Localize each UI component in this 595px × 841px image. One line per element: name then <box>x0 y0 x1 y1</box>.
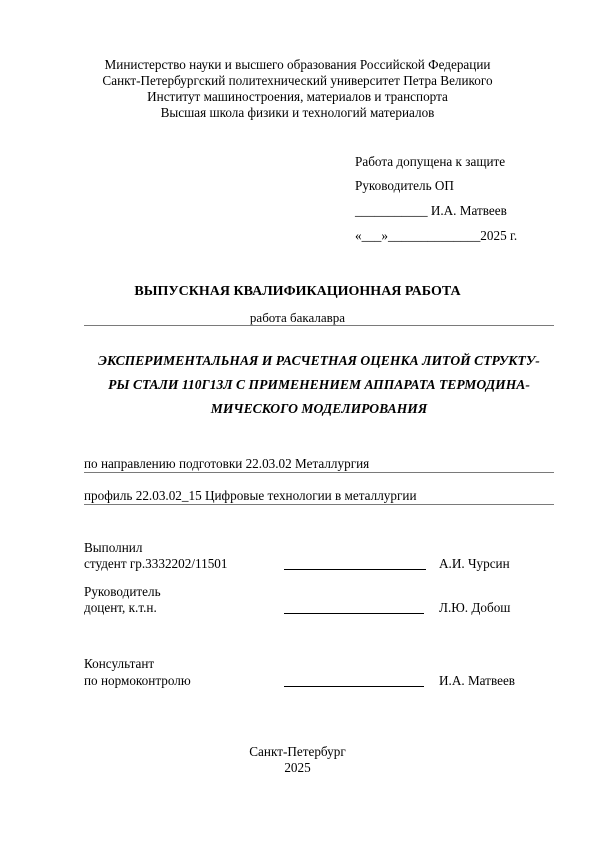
author-signature-line <box>284 569 426 570</box>
supervisor-role: Руководитель <box>84 584 161 599</box>
approval-date: «___»______________2025 г. <box>355 228 518 243</box>
direction-rule <box>84 472 554 473</box>
footer-year: 2025 <box>284 760 311 775</box>
university-name: Санкт-Петербургский политехнический университет Петра Великого <box>102 73 493 88</box>
document-title: ВЫПУСКНАЯ КВАЛИФИКАЦИОННАЯ РАБОТА <box>134 284 461 299</box>
supervisor-name: Л.Ю. Добош <box>439 600 511 615</box>
document-subtitle: работа бакалавра <box>249 310 346 325</box>
thesis-topic-line: МИЧЕСКОГО МОДЕЛИРОВАНИЯ <box>210 401 428 416</box>
profile-rule <box>84 504 554 505</box>
consultant-role: Консультант <box>84 656 155 671</box>
approval-signature: ___________ И.А. Матвеев <box>355 203 507 218</box>
approval-head-title: Руководитель ОП <box>355 178 454 193</box>
subtitle-rule <box>84 325 554 326</box>
approval-admitted: Работа допущена к защите <box>355 154 506 169</box>
author-name: А.И. Чурсин <box>439 556 510 571</box>
consultant-name: И.А. Матвеев <box>439 673 516 688</box>
consultant-detail: по нормоконтролю <box>84 673 191 688</box>
consultant-signature-line <box>284 686 424 687</box>
author-detail: студент гр.3332202/11501 <box>84 556 228 571</box>
study-profile: профиль 22.03.02_15 Цифровые технологии в металлургии <box>84 488 417 503</box>
institute-name: Институт машиностроения, материалов и транспорта <box>147 89 448 104</box>
supervisor-signature-line <box>284 613 424 614</box>
school-name: Высшая школа физики и технологий материалов <box>160 105 435 120</box>
author-role: Выполнил <box>84 540 143 555</box>
thesis-topic-line: РЫ СТАЛИ 110Г13Л С ПРИМЕНЕНИЕМ АППАРАТА ТЕРМОДИНА- <box>108 377 530 392</box>
supervisor-detail: доцент, к.т.н. <box>84 600 157 615</box>
ministry-name: Министерство науки и высшего образования Российской Федерации <box>104 57 491 72</box>
study-direction: по направлению подготовки 22.03.02 Металлургия <box>84 456 370 471</box>
footer-city: Санкт-Петербург <box>249 744 346 759</box>
thesis-topic-line: ЭКСПЕРИМЕНТАЛЬНАЯ И РАСЧЕТНАЯ ОЦЕНКА ЛИТОЙ СТРУКТУ- <box>98 353 540 368</box>
